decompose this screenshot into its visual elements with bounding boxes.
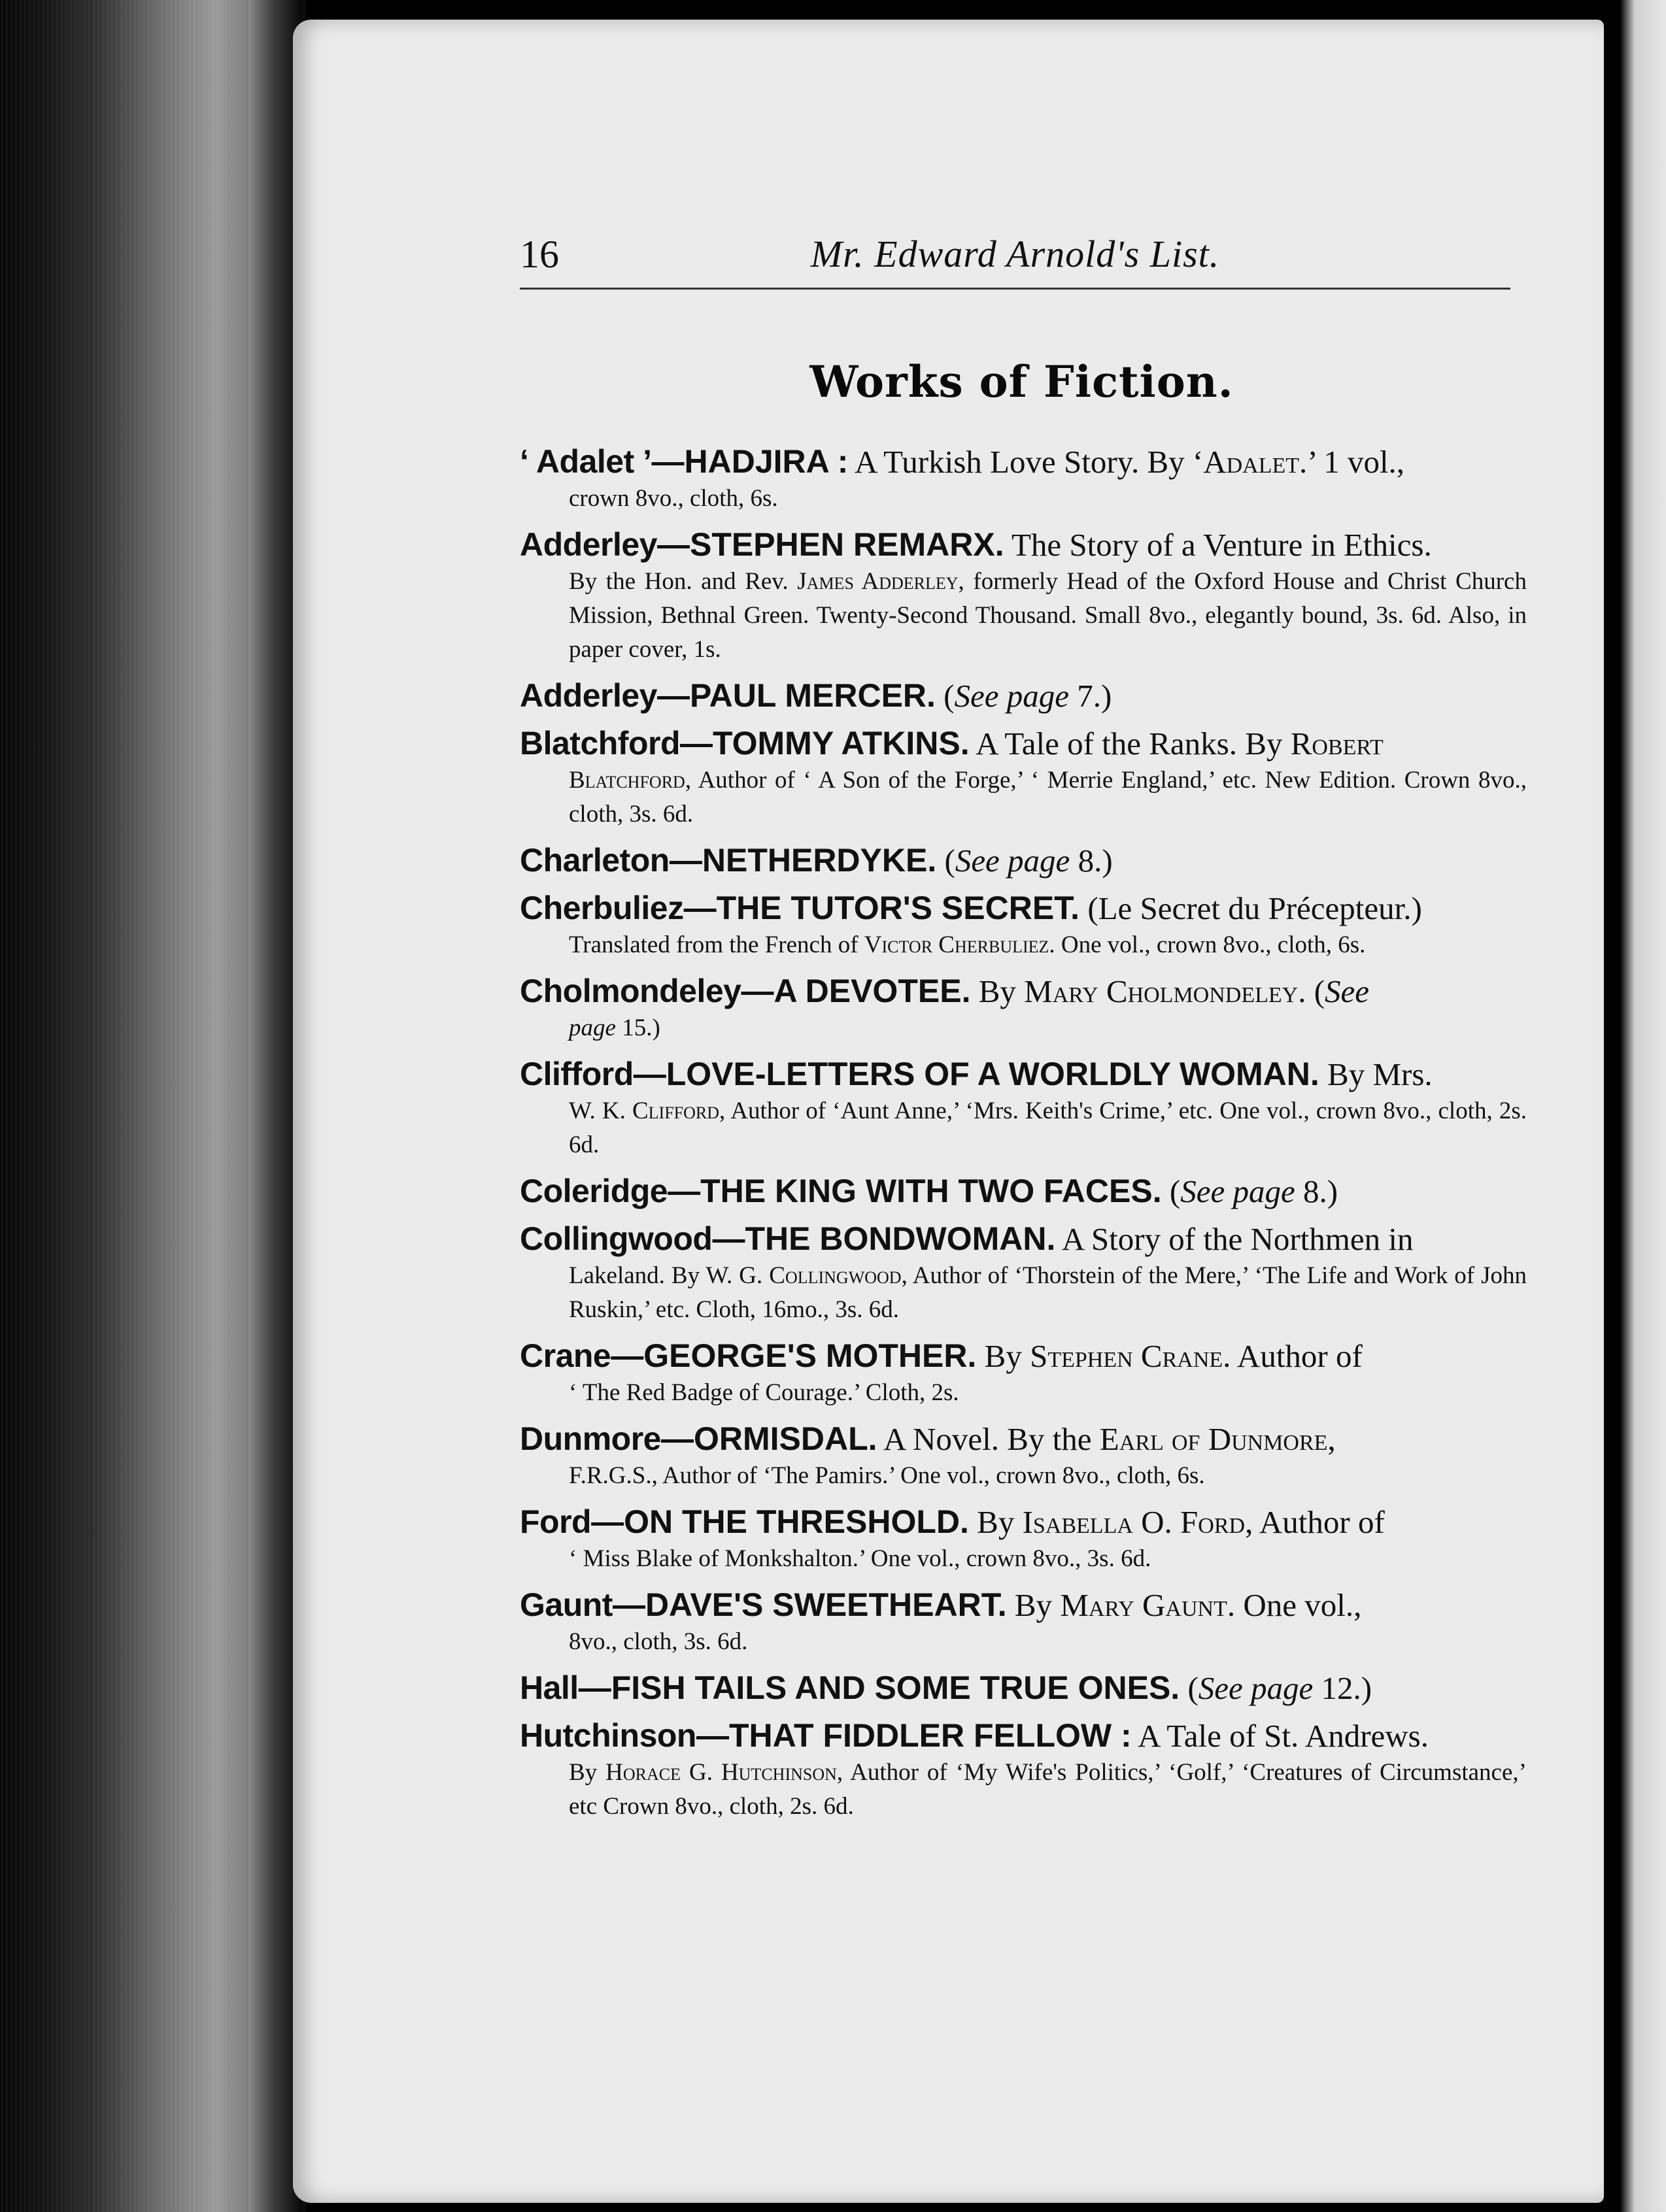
entry-title: NETHERDYKE. xyxy=(702,842,937,879)
entry-title: LOVE-LETTERS OF A WORLDLY WOMAN. xyxy=(666,1056,1319,1092)
entry-author: Collingwood xyxy=(520,1220,713,1257)
entry-desc-sc: Mary Gaunt. xyxy=(1060,1587,1236,1623)
entry-title: THE KING WITH TWO FACES. xyxy=(700,1173,1162,1209)
entry-details: ‘ The Red Badge of Courage.’ Cloth, 2s. xyxy=(569,1379,959,1406)
entry-details-text: , Author of ‘ A Son of the Forge,’ ‘ Merrie England,’ etc. New Edition. Crown 8vo., cloth, 3s. 6d. xyxy=(569,767,1527,828)
entry-title: THE TUTOR'S SECRET. xyxy=(716,890,1080,926)
section-title: Works of Fiction. xyxy=(809,356,1234,407)
entry-details-sc: James Adderley xyxy=(797,568,959,595)
list-item: Hall—FISH TAILS AND SOME TRUE ONES. (See page 12.) xyxy=(520,1669,1372,1706)
list-item: Coleridge—THE KING WITH TWO FACES. (See page 8.) xyxy=(520,1173,1338,1209)
entry-details: F.R.G.S., Author of ‘The Pamirs.’ One vol., crown 8vo., cloth, 6s. xyxy=(569,1462,1205,1489)
entry-details-text: , Author of ‘Thorstein of the Mere,’ ‘The Life and Work of John Ruskin,’ etc. Cloth, 16mo., 3s. 6d. xyxy=(569,1262,1527,1323)
entry-details: 8vo., cloth, 3s. 6d. xyxy=(569,1628,748,1655)
entry-author: Hall xyxy=(520,1669,579,1706)
see-page-ref: See page xyxy=(1198,1670,1314,1706)
entry-author: Cholmondeley xyxy=(520,973,741,1009)
entry-desc-end: ’ 1 vol., xyxy=(1307,444,1405,480)
entry-desc: By xyxy=(1006,1587,1061,1623)
list-item: ‘ Adalet ’—HADJIRA : A Turkish Love Story. By ‘Adalet.’ 1 vol., crown 8vo., cloth, 6s. xyxy=(520,442,1527,516)
list-item: Hutchinson—THAT FIDDLER FELLOW : A Tale of St. Andrews. By Horace G. Hutchinson, Author of ‘My Wife's Politics,’ ‘Golf,’ ‘Creatures of Circumstance,’ etc Crown 8vo., cloth, 2s. 6d. xyxy=(520,1716,1527,1824)
entry-title: ON THE THRESHOLD. xyxy=(624,1503,969,1540)
list-item: Crane—GEORGE'S MOTHER. By Stephen Crane. Author of ‘ The Red Badge of Courage.’ Cloth, 2s. xyxy=(520,1336,1527,1410)
entry-title: DAVE'S SWEETHEART. xyxy=(645,1586,1007,1623)
facing-page-edge xyxy=(1608,0,1666,2212)
list-item: Blatchford—TOMMY ATKINS. A Tale of the Ranks. By Robert Blatchford, Author of ‘ A Son of the Forge,’ ‘ Merrie England,’ etc. New Edition. Crown 8vo., cloth, 3s. 6d. xyxy=(520,724,1527,831)
see-page-ref: See page xyxy=(954,678,1069,714)
list-item: Collingwood—THE BONDWOMAN. A Story of the Northmen in Lakeland. By W. G. Collingwood, Author of ‘Thorstein of the Mere,’ ‘The Life and Work of John Ruskin,’ etc. Cloth, 16mo., 3s. 6d. xyxy=(520,1219,1527,1327)
running-title: Mr. Edward Arnold's List. xyxy=(810,233,1220,275)
entry-title: HADJIRA : xyxy=(684,443,849,480)
entry-title: TOMMY ATKINS. xyxy=(713,725,970,762)
entry-author: Crane xyxy=(520,1337,611,1374)
entry-author: Blatchford xyxy=(520,725,680,762)
see-page-ref: See page xyxy=(1180,1173,1295,1209)
entry-author: Hutchinson xyxy=(520,1717,696,1754)
list-item: Adderley—PAUL MERCER. (See page 7.) xyxy=(520,677,1112,714)
entry-desc-sc: Isabella O. Ford xyxy=(1022,1504,1246,1540)
entry-desc: By xyxy=(976,1338,1030,1374)
entry-details-text: , Author of ‘My Wife's Politics,’ ‘Golf,’ ‘Creatures of Circumstance,’ etc Crown 8vo., cloth, 2s. 6d. xyxy=(569,1759,1527,1820)
list-item: Ford—ON THE THRESHOLD. By Isabella O. Ford, Author of ‘ Miss Blake of Monkshalton.’ One vol., crown 8vo., 3s. 6d. xyxy=(520,1502,1527,1576)
entry-details-pre: W. K. xyxy=(569,1098,632,1124)
entry-desc: A Story of the Northmen in xyxy=(1055,1221,1414,1257)
list-item: Cholmondeley—A DEVOTEE. By Mary Cholmondeley. (See page 15.) xyxy=(520,971,1527,1045)
list-item: Charleton—NETHERDYKE. (See page 8.) xyxy=(520,842,1113,879)
entry-details: ‘ Miss Blake of Monkshalton.’ One vol., crown 8vo., 3s. 6d. xyxy=(569,1545,1151,1572)
entry-desc-sc: Robert xyxy=(1290,726,1384,762)
header-rule xyxy=(520,288,1510,290)
entry-desc: A Tale of St. Andrews. xyxy=(1131,1718,1429,1754)
entry-details-text: , Author of ‘Aunt Anne,’ ‘Mrs. Keith's Crime,’ etc. One vol., crown 8vo., cloth, 2s. 6d. xyxy=(569,1098,1527,1158)
entry-desc: The Story of a Venture in Ethics. xyxy=(1004,527,1432,563)
entry-details: crown 8vo., cloth, 6s. xyxy=(569,485,778,512)
entry-title: THE BONDWOMAN. xyxy=(745,1220,1056,1257)
entry-author: Charleton xyxy=(520,842,670,879)
page-number: 16 xyxy=(520,233,559,276)
running-header xyxy=(520,232,1510,284)
entry-author: Adderley xyxy=(520,677,657,714)
entry-details-pre: Lakeland. By W. G. xyxy=(569,1262,770,1289)
entry-desc: (Le Secret du Précepteur.) xyxy=(1080,890,1422,926)
see-page-ref: See page xyxy=(955,843,1070,879)
list-item: Clifford—LOVE-LETTERS OF A WORLDLY WOMAN. By Mrs. W. K. Clifford, Author of ‘Aunt Anne,’ ‘Mrs. Keith's Crime,’ etc. One vol., crown 8vo., cloth, 2s. 6d. xyxy=(520,1054,1527,1162)
entry-desc: A Turkish Love Story. By ‘ xyxy=(848,444,1204,480)
entry-details-text: . One vol., crown 8vo., cloth, 6s. xyxy=(1049,931,1366,958)
entry-title: THAT FIDDLER FELLOW : xyxy=(728,1717,1132,1754)
entry-author: Ford xyxy=(520,1503,592,1540)
entry-author: Dunmore xyxy=(520,1420,661,1457)
entry-desc: A Novel. By the xyxy=(877,1421,1100,1457)
entry-details-pre: Translated from the French of xyxy=(569,931,864,958)
entry-details xyxy=(520,565,1527,667)
entry-author: Gaunt xyxy=(520,1586,613,1623)
entry-details-sc: Collingwood xyxy=(769,1262,902,1289)
entry-desc: By Mrs. xyxy=(1319,1056,1433,1092)
entry-details xyxy=(520,928,1527,962)
entry-details-sc: Horace G. Hutchinson xyxy=(605,1759,837,1786)
entry-title: PAUL MERCER. xyxy=(689,677,936,714)
entry-details-pre: By xyxy=(569,1759,606,1786)
entry-details xyxy=(520,1094,1527,1162)
entry-details xyxy=(520,763,1527,831)
entry-details-sc: Victor Cherbuliez xyxy=(864,931,1049,958)
entry-details-text: 15.) xyxy=(615,1014,660,1041)
entry-desc-sc: Adalet. xyxy=(1203,444,1308,480)
list-item: Gaunt—DAVE'S SWEETHEART. By Mary Gaunt. One vol., 8vo., cloth, 3s. 6d. xyxy=(520,1585,1527,1659)
entry-title: STEPHEN REMARX. xyxy=(689,526,1004,563)
entry-author: Coleridge xyxy=(520,1173,668,1209)
entry-details-pre: By the Hon. and Rev. xyxy=(569,568,798,595)
entry-title: GEORGE'S MOTHER. xyxy=(643,1337,977,1374)
entry-details xyxy=(520,1259,1527,1327)
see-page-ref: See xyxy=(1325,973,1370,1009)
entry-desc: By xyxy=(968,1504,1023,1540)
entry-author: Clifford xyxy=(520,1056,634,1092)
entry-details: page 15.) xyxy=(569,1014,660,1041)
entry-author: ‘ Adalet ’ xyxy=(520,443,652,480)
entry-author: Cherbuliez xyxy=(520,890,684,926)
entry-title: ORMISDAL. xyxy=(693,1420,877,1457)
list-item: Adderley—STEPHEN REMARX. The Story of a Venture in Ethics. By the Hon. and Rev. James Adderley, formerly Head of the Oxford House and Christ Church Mission, Bethnal Green. Twenty-Second Thousand. Small 8vo., elegantly bound, 3s. 6d. Also, in paper cover, 1s. xyxy=(520,525,1527,667)
entry-details-sc: Blatchford xyxy=(569,767,685,794)
entry-details-sc: Clifford xyxy=(632,1098,720,1124)
entry-details-text: , formerly Head of the Oxford House and Christ Church Mission, Bethnal Green. Twenty-Second Thousand. Small 8vo., elegantly bound, 3s. 6d. Also, in paper cover, 1s. xyxy=(569,568,1527,663)
list-item: Dunmore—ORMISDAL. A Novel. By the Earl of Dunmore, F.R.G.S., Author of ‘The Pamirs.’ One vol., crown 8vo., cloth, 6s. xyxy=(520,1419,1527,1493)
entry-desc: By xyxy=(970,973,1025,1009)
entry-author: Adderley xyxy=(520,526,657,563)
entry-title: A DEVOTEE. xyxy=(774,973,971,1009)
entry-title: FISH TAILS AND SOME TRUE ONES. xyxy=(611,1669,1180,1706)
entry-desc-sc: Mary Cholmondeley. xyxy=(1024,973,1306,1009)
entry-desc-sc: Earl of Dunmore, xyxy=(1099,1421,1336,1457)
entry-desc: A Tale of the Ranks. By xyxy=(969,726,1291,762)
list-item: Cherbuliez—THE TUTOR'S SECRET. (Le Secret du Précepteur.) Translated from the French of Victor Cherbuliez. One vol., crown 8vo., cloth, 6s. xyxy=(520,888,1527,962)
entry-desc-sc: Stephen Crane. xyxy=(1030,1338,1231,1374)
entry-details xyxy=(520,1756,1527,1824)
fiction-list xyxy=(520,442,1527,1824)
